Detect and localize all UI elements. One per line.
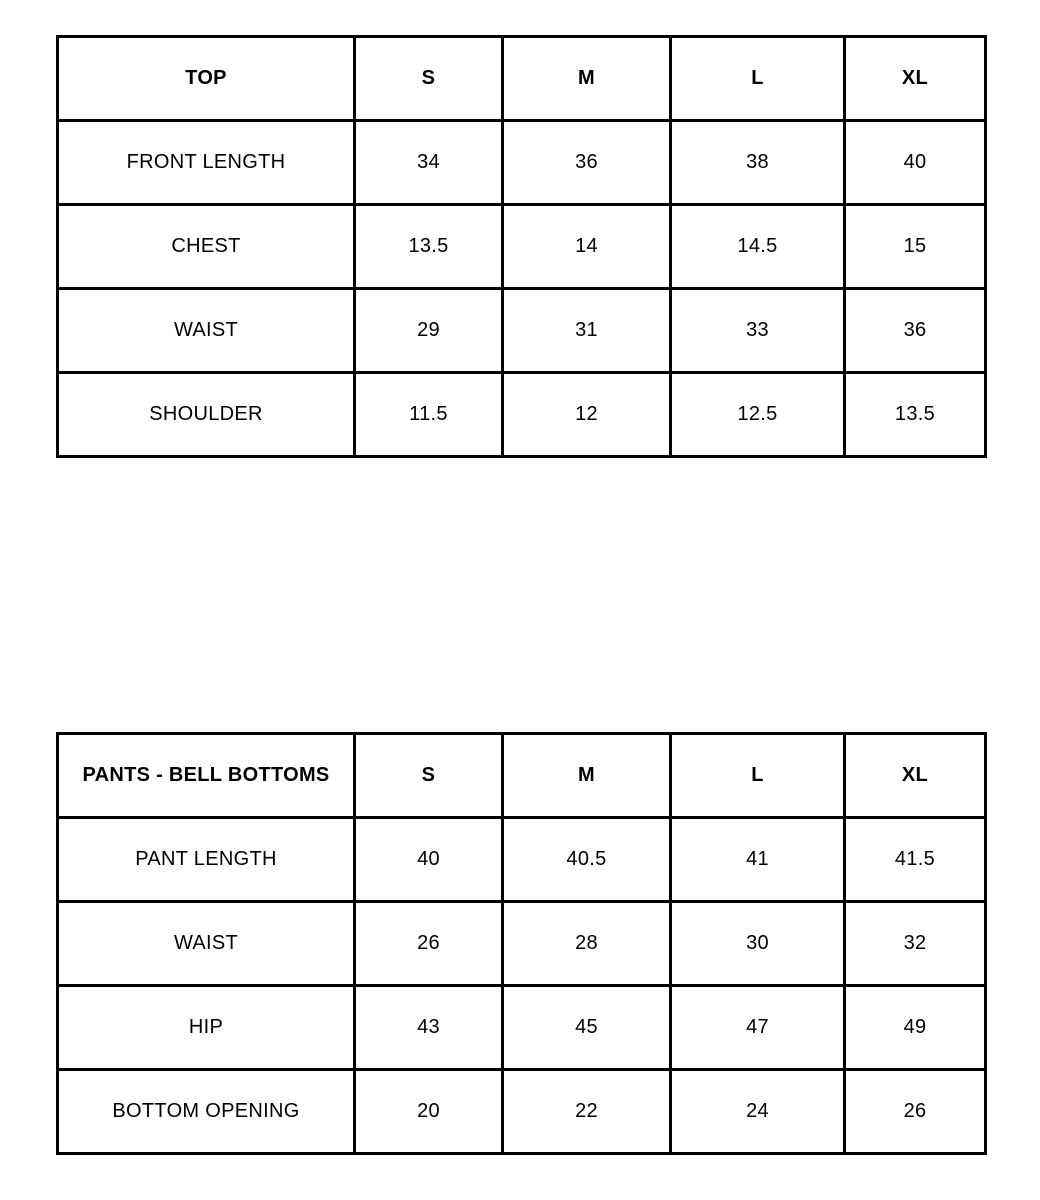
measurement-cell: 34 xyxy=(355,121,503,205)
measurement-cell: 20 xyxy=(355,1070,503,1154)
measurement-cell: 41 xyxy=(671,818,845,902)
table-row xyxy=(58,373,986,457)
measurement-cell: 12 xyxy=(503,373,671,457)
table-title: TOP xyxy=(58,37,355,121)
measurement-cell: 15 xyxy=(845,205,986,289)
row-label: SHOULDER xyxy=(58,373,355,457)
measurement-cell: 30 xyxy=(671,902,845,986)
row-label: HIP xyxy=(58,986,355,1070)
measurement-cell: 14 xyxy=(503,205,671,289)
measurement-cell: 22 xyxy=(503,1070,671,1154)
top-size-table xyxy=(56,35,987,458)
measurement-cell: 12.5 xyxy=(671,373,845,457)
size-header-l: L xyxy=(671,734,845,818)
measurement-cell: 31 xyxy=(503,289,671,373)
size-header-s: S xyxy=(355,37,503,121)
pants-size-table xyxy=(56,732,987,1155)
measurement-cell: 29 xyxy=(355,289,503,373)
row-label: WAIST xyxy=(58,902,355,986)
row-label: CHEST xyxy=(58,205,355,289)
measurement-cell: 49 xyxy=(845,986,986,1070)
measurement-cell: 26 xyxy=(355,902,503,986)
row-label: PANT LENGTH xyxy=(58,818,355,902)
size-header-xl: XL xyxy=(845,37,986,121)
measurement-cell: 13.5 xyxy=(845,373,986,457)
measurement-cell: 36 xyxy=(845,289,986,373)
measurement-cell: 28 xyxy=(503,902,671,986)
measurement-cell: 41.5 xyxy=(845,818,986,902)
table-row xyxy=(58,205,986,289)
table-row xyxy=(58,1070,986,1154)
measurement-cell: 40 xyxy=(845,121,986,205)
measurement-cell: 40.5 xyxy=(503,818,671,902)
row-label: BOTTOM OPENING xyxy=(58,1070,355,1154)
measurement-cell: 14.5 xyxy=(671,205,845,289)
measurement-cell: 38 xyxy=(671,121,845,205)
table-row xyxy=(58,818,986,902)
measurement-cell: 40 xyxy=(355,818,503,902)
table-row xyxy=(58,289,986,373)
measurement-cell: 43 xyxy=(355,986,503,1070)
size-header-xl: XL xyxy=(845,734,986,818)
measurement-cell: 26 xyxy=(845,1070,986,1154)
size-header-m: M xyxy=(503,37,671,121)
size-header-l: L xyxy=(671,37,845,121)
measurement-cell: 13.5 xyxy=(355,205,503,289)
measurement-cell: 45 xyxy=(503,986,671,1070)
table-header-row xyxy=(58,734,986,818)
measurement-cell: 24 xyxy=(671,1070,845,1154)
size-header-m: M xyxy=(503,734,671,818)
measurement-cell: 36 xyxy=(503,121,671,205)
table-row xyxy=(58,986,986,1070)
row-label: FRONT LENGTH xyxy=(58,121,355,205)
measurement-cell: 47 xyxy=(671,986,845,1070)
size-header-s: S xyxy=(355,734,503,818)
table-row xyxy=(58,902,986,986)
measurement-cell: 11.5 xyxy=(355,373,503,457)
row-label: WAIST xyxy=(58,289,355,373)
table-title: PANTS - BELL BOTTOMS xyxy=(58,734,355,818)
measurement-cell: 33 xyxy=(671,289,845,373)
table-row xyxy=(58,121,986,205)
table-header-row xyxy=(58,37,986,121)
measurement-cell: 32 xyxy=(845,902,986,986)
